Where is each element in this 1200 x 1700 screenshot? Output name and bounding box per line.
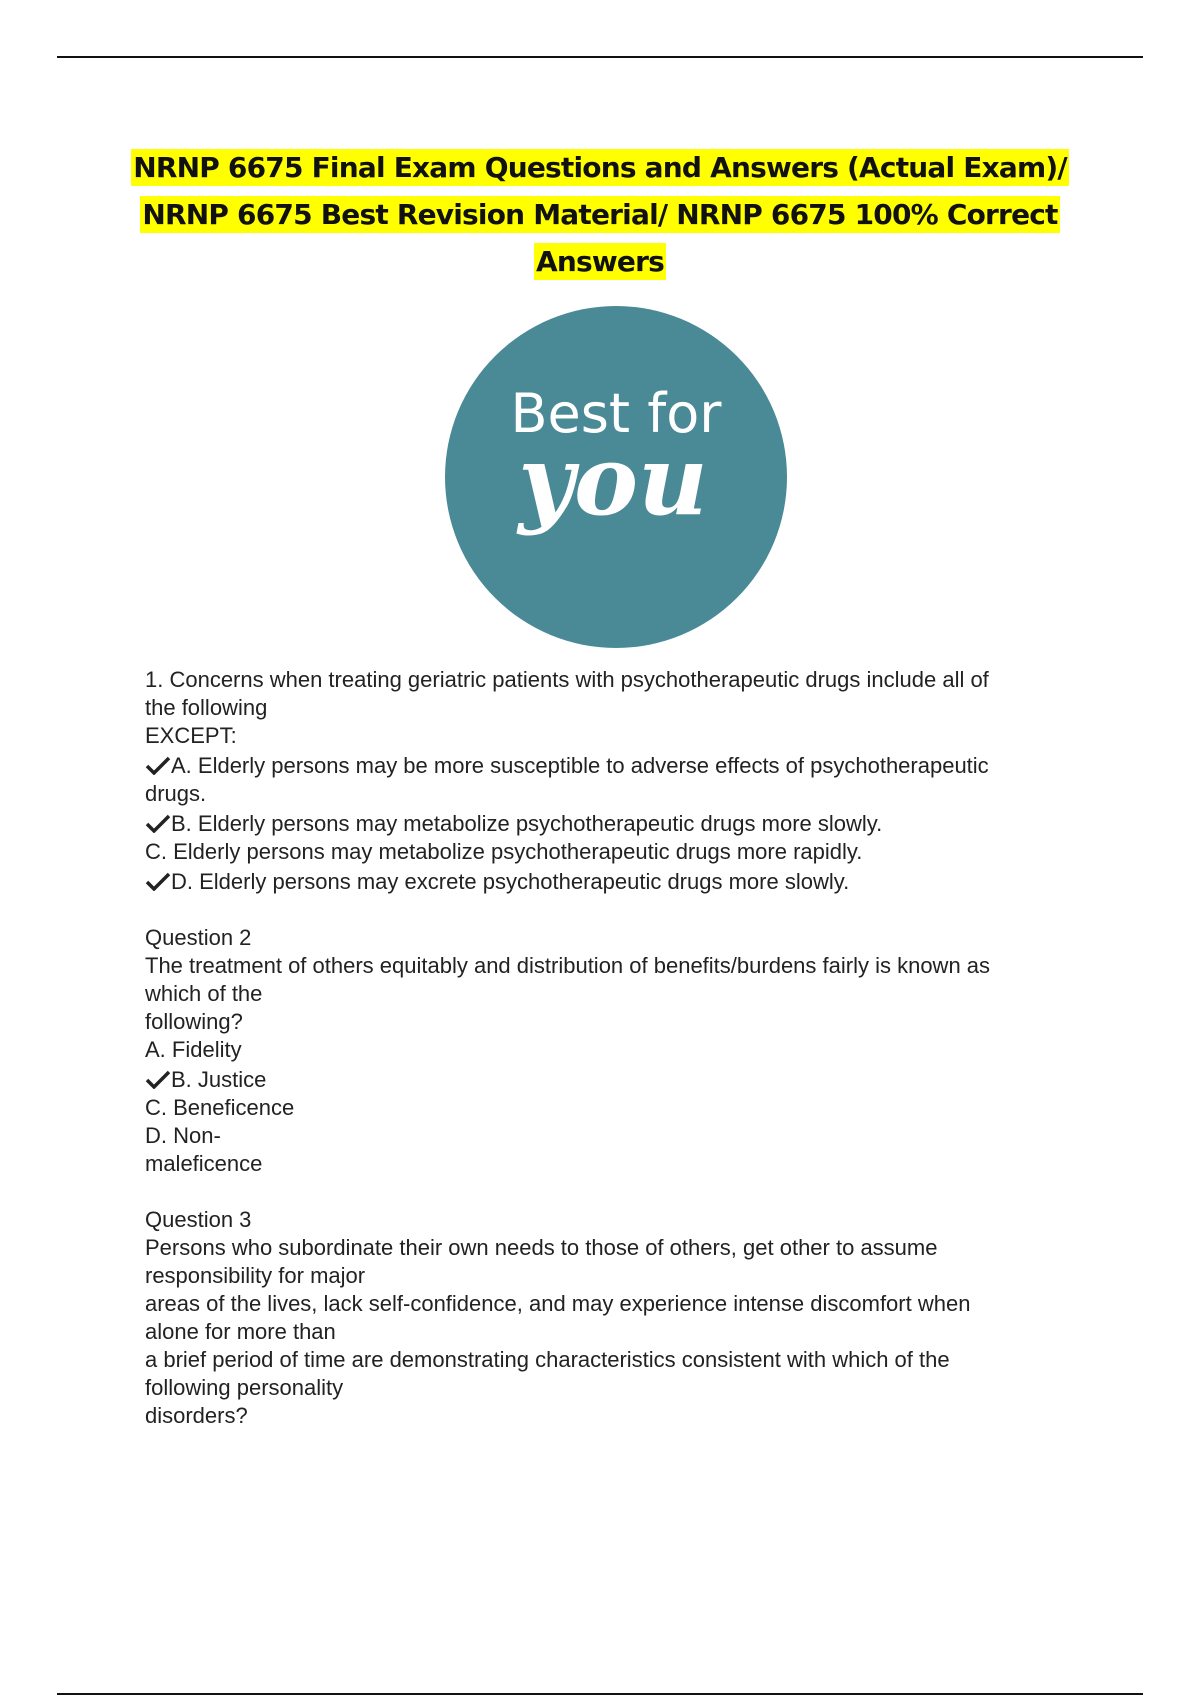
option-text: D. Elderly persons may excrete psychotherapeutic drugs more slowly. [171, 869, 850, 894]
answer-option-b [145, 1066, 1085, 1094]
option-text-cont: maleficence [145, 1151, 263, 1176]
logo-text-line1: Best for [510, 382, 722, 445]
title-line-1: NRNP 6675 Final Exam Questions and Answers (Actual Exam)/ [133, 151, 1067, 184]
checkmark-icon [145, 871, 171, 891]
title-line-2: NRNP 6675 Best Revision Material/ NRNP 6675 100% Correct [142, 198, 1058, 231]
question-text-line: Persons who subordinate their own needs to those of others, get other to assume [145, 1235, 938, 1260]
answer-option-b [145, 810, 1085, 838]
question-text-line: responsibility for major [145, 1263, 366, 1288]
document-body [145, 666, 1085, 1430]
question-text-line: the following [145, 695, 268, 720]
answer-option-a [145, 752, 1085, 780]
question-text-line: following? [145, 1009, 243, 1034]
top-rule [57, 56, 1143, 58]
answer-option-c: C. Elderly persons may metabolize psychotherapeutic drugs more rapidly. [145, 839, 863, 864]
question-text-line: EXCEPT: [145, 723, 237, 748]
question-text-line: alone for more than [145, 1319, 336, 1344]
title-line-3: Answers [535, 245, 664, 278]
option-text: A. Elderly persons may be more susceptible to adverse effects of psychotherapeutic [171, 753, 989, 778]
logo-text-line2: you [518, 424, 708, 537]
question-text-line: following personality [145, 1375, 344, 1400]
option-text: B. Justice [171, 1067, 267, 1092]
answer-option-d [145, 868, 1085, 896]
checkmark-icon [145, 755, 171, 775]
question-text-line: 1. Concerns when treating geriatric patients with psychotherapeutic drugs include all of [145, 667, 989, 692]
answer-option-a: A. Fidelity [145, 1037, 242, 1062]
question-text-line: The treatment of others equitably and distribution of benefits/burdens fairly is known as [145, 953, 991, 978]
question-text-line: which of the [145, 981, 263, 1006]
question-text-line: disorders? [145, 1403, 248, 1428]
document-title [120, 144, 1080, 285]
question-heading: Question 2 [145, 925, 252, 950]
question-1 [145, 666, 1085, 896]
option-text-cont: drugs. [145, 781, 207, 806]
question-text-line: a brief period of time are demonstrating characteristics consistent with which of the [145, 1347, 950, 1372]
checkmark-icon [145, 1069, 171, 1089]
checkmark-icon [145, 813, 171, 833]
option-text: B. Elderly persons may metabolize psychotherapeutic drugs more slowly. [171, 811, 883, 836]
question-2 [145, 924, 1085, 1178]
answer-option-c: C. Beneficence [145, 1095, 295, 1120]
question-heading: Question 3 [145, 1207, 252, 1232]
best-for-you-logo [445, 306, 787, 648]
question-3 [145, 1206, 1085, 1430]
bottom-rule [57, 1693, 1143, 1695]
answer-option-d: D. Non- [145, 1123, 221, 1148]
question-text-line: areas of the lives, lack self-confidence, and may experience intense discomfort when [145, 1291, 971, 1316]
